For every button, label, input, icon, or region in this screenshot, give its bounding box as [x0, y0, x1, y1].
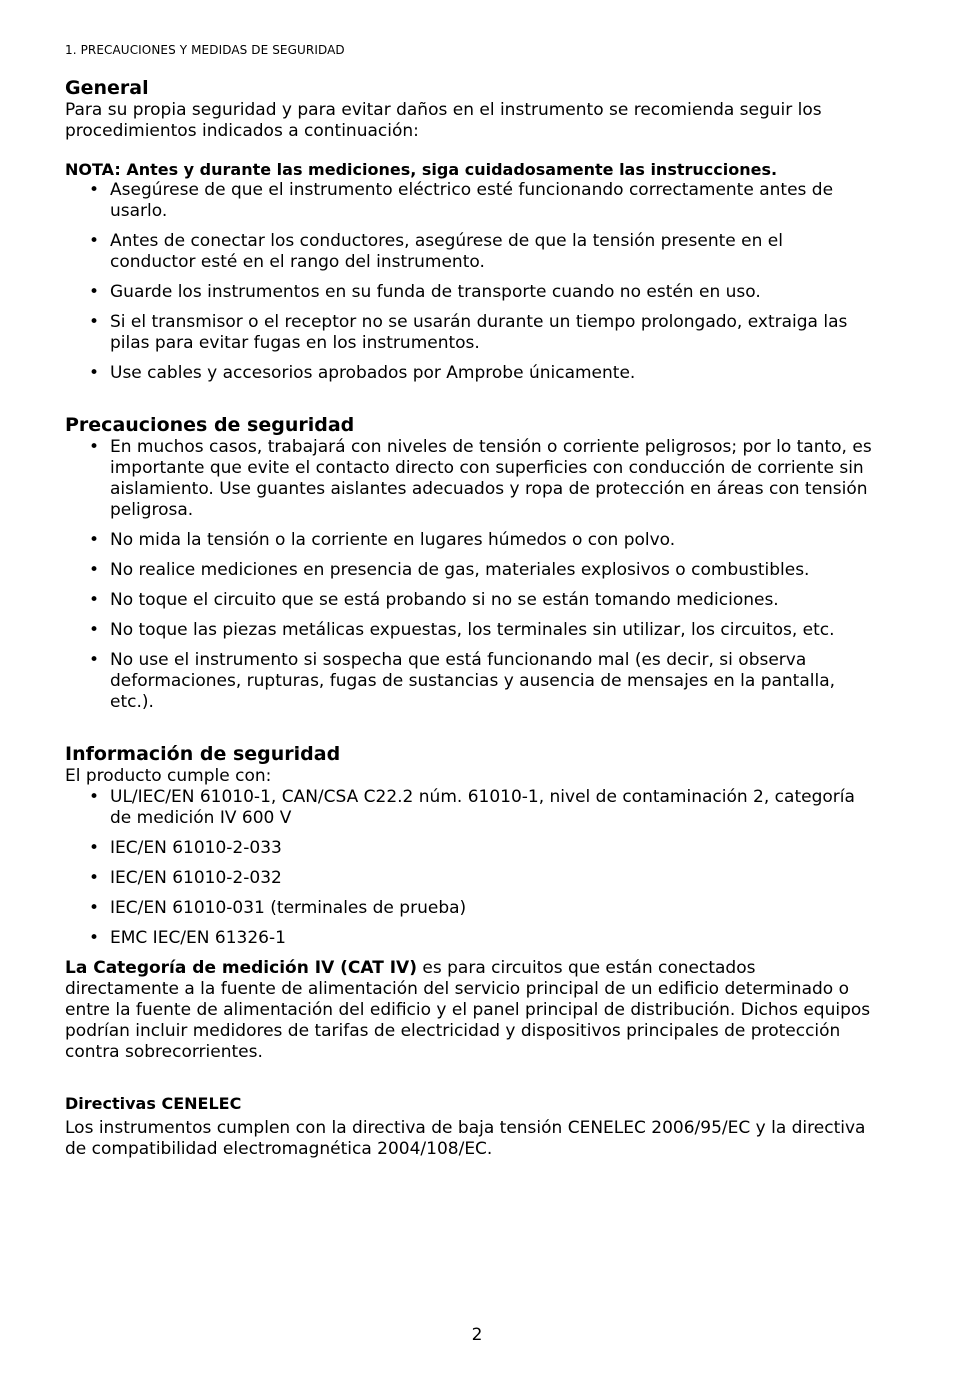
general-section: [65, 76, 873, 384]
running-head: 1. PRECAUCIONES Y MEDIDAS DE SEGURIDAD: [65, 43, 345, 57]
precautions-list: [65, 437, 873, 713]
bullet-icon: •: [89, 868, 100, 888]
list-item: • En muchos casos, trabajará con niveles de tensión o corriente peligrosos; por lo tanto, es importante que evite el contacto directo con superficies con conducción de corriente sin aislamiento. Use guantes aislantes adecuados y ropa de protección en áreas con tensión peligrosa.: [89, 437, 872, 520]
bullet-icon: •: [89, 363, 100, 383]
safety-info-heading: Información de seguridad: [65, 743, 341, 765]
list-item: • IEC/EN 61010-031 (terminales de prueba): [89, 898, 467, 918]
bullet-icon: •: [89, 530, 100, 550]
general-list: [65, 180, 873, 384]
safety-info-list: [65, 787, 873, 949]
list-item: • No realice mediciones en presencia de gas, materiales explosivos o combustibles.: [89, 560, 810, 580]
safety-info-intro: El producto cumple con:: [65, 766, 272, 786]
precautions-heading: Precauciones de seguridad: [65, 414, 355, 436]
cenelec-text: Los instrumentos cumplen con la directiva de baja tensión CENELEC 2006/95/EC y la directiva de compatibilidad electromagnética 2004/108/EC.: [65, 1118, 866, 1159]
bullet-icon: •: [89, 838, 100, 858]
bullet-icon: •: [89, 437, 100, 457]
bullet-icon: •: [89, 282, 100, 302]
list-item: • Antes de conectar los conductores, asegúrese de que la tensión presente en el conductor esté en el rango del instrumento.: [89, 231, 783, 272]
general-note: NOTA: Antes y durante las mediciones, siga cuidadosamente las instrucciones.: [65, 160, 778, 179]
list-item: • IEC/EN 61010-2-033: [89, 838, 282, 858]
list-item: • Use cables y accesorios aprobados por Amprobe únicamente.: [89, 363, 636, 383]
list-item: • Si el transmisor o el receptor no se usarán durante un tiempo prolongado, extraiga las pilas para evitar fugas en los instrumentos.: [89, 312, 848, 353]
bullet-icon: •: [89, 898, 100, 918]
bullet-icon: •: [89, 231, 100, 251]
list-item: • Guarde los instrumentos en su funda de transporte cuando no estén en uso.: [89, 282, 761, 302]
list-item: • IEC/EN 61010-2-032: [89, 868, 282, 888]
list-item: • UL/IEC/EN 61010-1, CAN/CSA C22.2 núm. 61010-1, nivel de contaminación 2, categoría de medición IV 600 V: [89, 787, 855, 828]
cat-iv-paragraph: [65, 958, 873, 1063]
cenelec-section: [65, 1093, 873, 1160]
list-item: • No use el instrumento si sospecha que está funcionando mal (es decir, si observa deformaciones, rupturas, fugas de sustancias y ausencia de mensajes en la pantalla, etc.).: [89, 650, 836, 712]
bullet-icon: •: [89, 180, 100, 200]
list-item: • No toque las piezas metálicas expuestas, los terminales sin utilizar, los circuitos, etc.: [89, 620, 835, 640]
bullet-icon: •: [89, 787, 100, 807]
precautions-section: [65, 413, 873, 713]
list-item: • No mida la tensión o la corriente en lugares húmedos o con polvo.: [89, 530, 676, 550]
cat-iv-description: es para circuitos que están conectados directamente a la fuente de alimentación del servicio principal de un edificio determinado o entre la fuente de alimentación del edificio y el panel principal de distribución. Dichos equipos podrían incluir medidores de tarifas de electricidad y dispositivos principales de protección contra sobrecorrientes.: [65, 958, 871, 1062]
page-number: 2: [471, 1325, 483, 1345]
list-item: • Asegúrese de que el instrumento eléctrico esté funcionando correctamente antes de usarlo.: [89, 180, 834, 221]
bullet-icon: •: [89, 590, 100, 610]
bullet-icon: •: [89, 560, 100, 580]
bullet-icon: •: [89, 650, 100, 670]
cat-iv-term: La Categoría de medición IV (CAT IV): [65, 958, 417, 978]
safety-info-section: [65, 742, 873, 1063]
general-intro: Para su propia seguridad y para evitar daños en el instrumento se recomienda seguir los procedimientos indicados a continuación:: [65, 100, 822, 141]
bullet-icon: •: [89, 312, 100, 332]
cenelec-heading: Directivas CENELEC: [65, 1094, 242, 1113]
page-content: [65, 76, 873, 1160]
bullet-icon: •: [89, 928, 100, 948]
general-heading: General: [65, 77, 149, 99]
list-item: • No toque el circuito que se está probando si no se están tomando mediciones.: [89, 590, 779, 610]
list-item: • EMC IEC/EN 61326-1: [89, 928, 286, 948]
bullet-icon: •: [89, 620, 100, 640]
